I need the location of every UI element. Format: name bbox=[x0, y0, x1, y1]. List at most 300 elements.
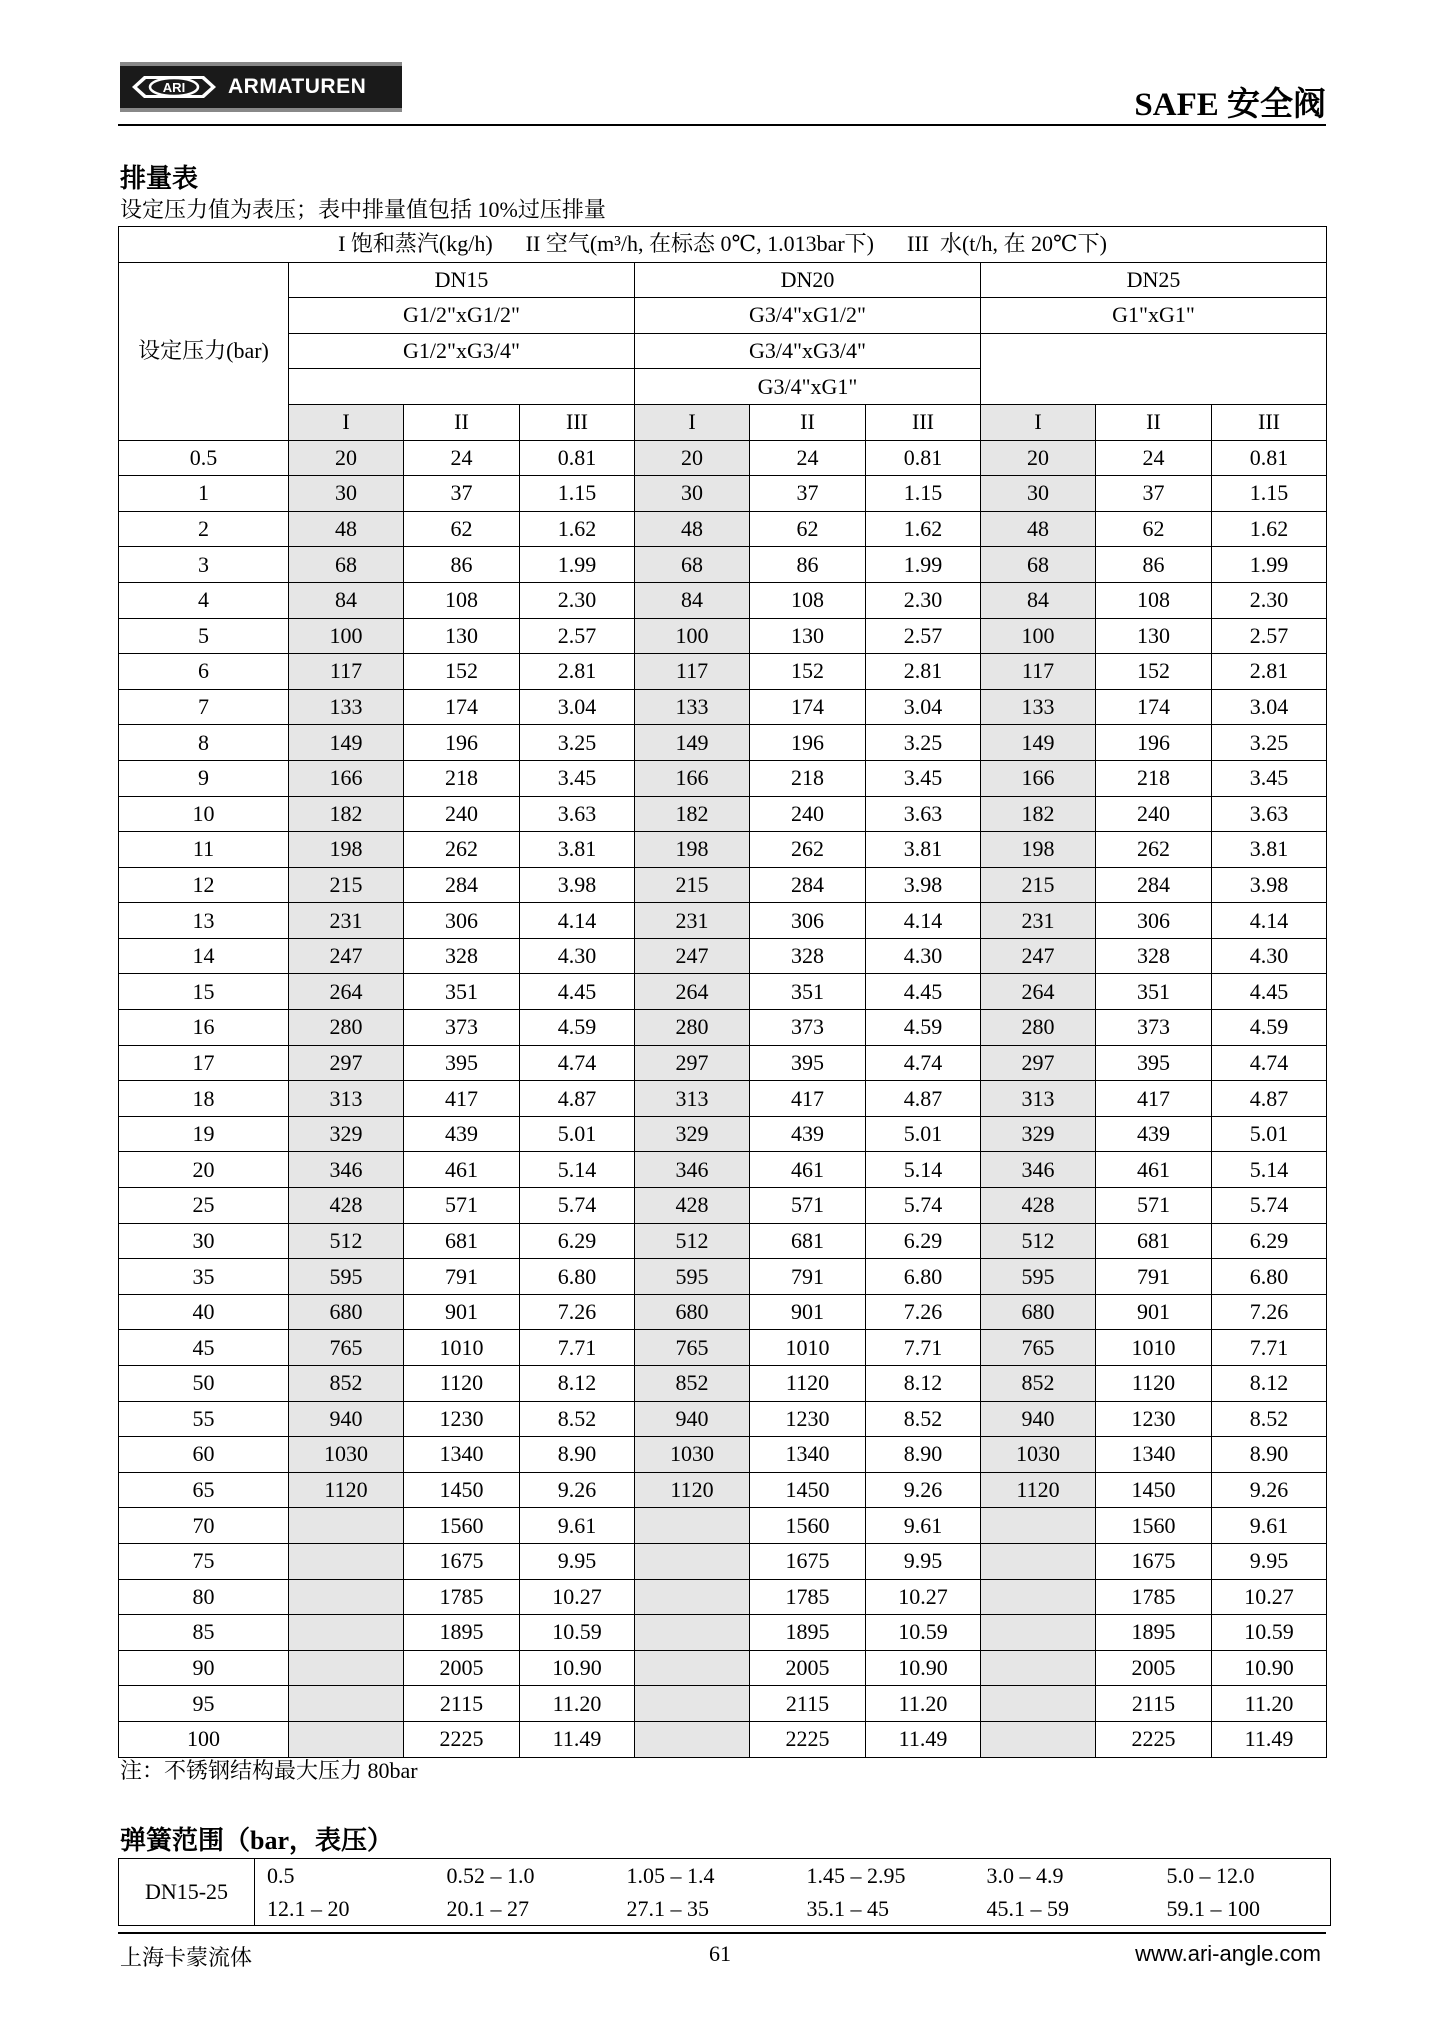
value-cell: 108 bbox=[1096, 582, 1212, 618]
value-cell: 313 bbox=[635, 1081, 750, 1117]
value-cell: 4.87 bbox=[1212, 1081, 1327, 1117]
value-cell bbox=[289, 1543, 404, 1579]
value-cell: 595 bbox=[289, 1259, 404, 1295]
value-cell: 3.45 bbox=[1212, 760, 1327, 796]
value-cell: 439 bbox=[1096, 1116, 1212, 1152]
connection-cell: G1/2"xG1/2" bbox=[289, 298, 635, 334]
table-row bbox=[119, 1330, 1327, 1366]
value-cell: 149 bbox=[635, 725, 750, 761]
value-cell: 7.71 bbox=[520, 1330, 635, 1366]
value-cell: 11.20 bbox=[866, 1686, 981, 1722]
value-cell bbox=[635, 1721, 750, 1757]
value-cell: 4.74 bbox=[866, 1045, 981, 1081]
value-cell: 8.12 bbox=[1212, 1366, 1327, 1402]
value-cell: 284 bbox=[1096, 867, 1212, 903]
value-cell: 306 bbox=[750, 903, 866, 939]
value-cell: 2225 bbox=[1096, 1721, 1212, 1757]
value-cell: 6.29 bbox=[866, 1223, 981, 1259]
value-cell: 10.27 bbox=[866, 1579, 981, 1615]
flow-capacity-table bbox=[118, 226, 1327, 1758]
value-cell: 3.04 bbox=[520, 689, 635, 725]
pressure-cell: 2 bbox=[119, 511, 289, 547]
pressure-cell: 16 bbox=[119, 1010, 289, 1046]
table-row bbox=[119, 1259, 1327, 1295]
column-label: I bbox=[981, 404, 1096, 440]
connection-cell: G3/4"xG3/4" bbox=[635, 333, 981, 369]
value-cell: 9.61 bbox=[520, 1508, 635, 1544]
value-cell: 5.01 bbox=[520, 1116, 635, 1152]
value-cell: 351 bbox=[1096, 974, 1212, 1010]
value-cell: 3.81 bbox=[520, 832, 635, 868]
value-cell: 37 bbox=[1096, 476, 1212, 512]
table-row bbox=[119, 1010, 1327, 1046]
value-cell: 1230 bbox=[1096, 1401, 1212, 1437]
pressure-cell: 17 bbox=[119, 1045, 289, 1081]
value-cell: 328 bbox=[750, 938, 866, 974]
pressure-cell: 35 bbox=[119, 1259, 289, 1295]
value-cell: 681 bbox=[404, 1223, 520, 1259]
value-cell: 395 bbox=[750, 1045, 866, 1081]
pressure-cell: 85 bbox=[119, 1615, 289, 1651]
value-cell: 1.99 bbox=[520, 547, 635, 583]
value-cell: 3.25 bbox=[520, 725, 635, 761]
connection-cell: G1"xG1" bbox=[981, 298, 1327, 334]
value-cell: 1120 bbox=[750, 1366, 866, 1402]
value-cell: 8.12 bbox=[520, 1366, 635, 1402]
value-cell: 1340 bbox=[750, 1437, 866, 1473]
value-cell: 512 bbox=[981, 1223, 1096, 1259]
pressure-cell: 100 bbox=[119, 1721, 289, 1757]
value-cell: 166 bbox=[289, 760, 404, 796]
value-cell: 1785 bbox=[1096, 1579, 1212, 1615]
value-cell: 417 bbox=[1096, 1081, 1212, 1117]
spring-range-cell: 5.0 – 12.0 bbox=[1166, 1862, 1255, 1888]
value-cell: 10.90 bbox=[1212, 1650, 1327, 1686]
value-cell: 133 bbox=[981, 689, 1096, 725]
value-cell: 373 bbox=[1096, 1010, 1212, 1046]
table-row bbox=[119, 618, 1327, 654]
column-label: II bbox=[750, 404, 866, 440]
value-cell: 62 bbox=[750, 511, 866, 547]
value-cell: 117 bbox=[635, 654, 750, 690]
value-cell: 2.81 bbox=[866, 654, 981, 690]
spring-range-title: 弹簧范围（bar，表压） bbox=[120, 1826, 394, 1855]
value-cell bbox=[635, 1686, 750, 1722]
pressure-cell: 20 bbox=[119, 1152, 289, 1188]
value-cell: 9.95 bbox=[1212, 1543, 1327, 1579]
value-cell: 264 bbox=[635, 974, 750, 1010]
ari-logo-icon bbox=[128, 72, 220, 102]
value-cell: 3.81 bbox=[1212, 832, 1327, 868]
value-cell: 7.26 bbox=[520, 1294, 635, 1330]
value-cell: 262 bbox=[404, 832, 520, 868]
value-cell: 4.14 bbox=[520, 903, 635, 939]
pressure-cell: 10 bbox=[119, 796, 289, 832]
value-cell bbox=[289, 1721, 404, 1757]
value-cell: 62 bbox=[1096, 511, 1212, 547]
value-cell: 2.81 bbox=[520, 654, 635, 690]
table-row bbox=[119, 867, 1327, 903]
value-cell: 280 bbox=[289, 1010, 404, 1046]
value-cell: 196 bbox=[1096, 725, 1212, 761]
value-cell: 62 bbox=[404, 511, 520, 547]
value-cell: 1010 bbox=[750, 1330, 866, 1366]
value-cell: 4.30 bbox=[866, 938, 981, 974]
value-cell: 2.30 bbox=[520, 582, 635, 618]
value-cell: 791 bbox=[404, 1259, 520, 1295]
value-cell: 1.62 bbox=[520, 511, 635, 547]
value-cell: 284 bbox=[404, 867, 520, 903]
value-cell: 5.01 bbox=[866, 1116, 981, 1152]
value-cell: 852 bbox=[981, 1366, 1096, 1402]
value-cell: 4.74 bbox=[1212, 1045, 1327, 1081]
value-cell: 3.25 bbox=[866, 725, 981, 761]
value-cell: 86 bbox=[750, 547, 866, 583]
value-cell: 328 bbox=[404, 938, 520, 974]
value-cell: 247 bbox=[635, 938, 750, 974]
value-cell: 247 bbox=[289, 938, 404, 974]
table-row bbox=[119, 1650, 1327, 1686]
value-cell: 4.59 bbox=[866, 1010, 981, 1046]
spring-range-cell: 45.1 – 59 bbox=[986, 1895, 1069, 1921]
value-cell: 4.45 bbox=[1212, 974, 1327, 1010]
value-cell: 130 bbox=[1096, 618, 1212, 654]
pressure-cell: 3 bbox=[119, 547, 289, 583]
pressure-cell: 45 bbox=[119, 1330, 289, 1366]
value-cell: 4.59 bbox=[520, 1010, 635, 1046]
value-cell: 1560 bbox=[404, 1508, 520, 1544]
value-cell: 174 bbox=[750, 689, 866, 725]
value-cell: 791 bbox=[1096, 1259, 1212, 1295]
value-cell: 940 bbox=[635, 1401, 750, 1437]
value-cell: 100 bbox=[635, 618, 750, 654]
value-cell: 395 bbox=[1096, 1045, 1212, 1081]
value-cell bbox=[981, 1721, 1096, 1757]
value-cell: 240 bbox=[1096, 796, 1212, 832]
value-cell: 1450 bbox=[1096, 1472, 1212, 1508]
pressure-cell: 55 bbox=[119, 1401, 289, 1437]
value-cell: 4.87 bbox=[866, 1081, 981, 1117]
value-cell: 1560 bbox=[1096, 1508, 1212, 1544]
value-cell: 940 bbox=[981, 1401, 1096, 1437]
footer-website: www.ari-angle.com bbox=[1135, 1941, 1321, 1966]
value-cell: 329 bbox=[981, 1116, 1096, 1152]
value-cell: 4.59 bbox=[1212, 1010, 1327, 1046]
column-label: II bbox=[1096, 404, 1212, 440]
pressure-cell: 80 bbox=[119, 1579, 289, 1615]
value-cell: 313 bbox=[289, 1081, 404, 1117]
value-cell: 1895 bbox=[1096, 1615, 1212, 1651]
value-cell: 7.26 bbox=[866, 1294, 981, 1330]
value-cell: 174 bbox=[1096, 689, 1212, 725]
value-cell: 8.90 bbox=[866, 1437, 981, 1473]
value-cell: 512 bbox=[635, 1223, 750, 1259]
value-cell: 5.01 bbox=[1212, 1116, 1327, 1152]
spring-range-cell: 1.05 – 1.4 bbox=[626, 1862, 715, 1888]
value-cell: 133 bbox=[635, 689, 750, 725]
column-label: III bbox=[520, 404, 635, 440]
table-row bbox=[119, 582, 1327, 618]
value-cell: 247 bbox=[981, 938, 1096, 974]
footer-company: 上海卡蒙流体 bbox=[120, 1945, 253, 1970]
pressure-cell: 15 bbox=[119, 974, 289, 1010]
value-cell: 8.52 bbox=[520, 1401, 635, 1437]
pressure-cell: 30 bbox=[119, 1223, 289, 1259]
value-cell bbox=[635, 1615, 750, 1651]
value-cell: 264 bbox=[289, 974, 404, 1010]
value-cell: 1340 bbox=[1096, 1437, 1212, 1473]
value-cell: 3.98 bbox=[1212, 867, 1327, 903]
value-cell bbox=[635, 1543, 750, 1579]
value-cell: 84 bbox=[289, 582, 404, 618]
value-cell: 1785 bbox=[404, 1579, 520, 1615]
value-cell: 351 bbox=[750, 974, 866, 1010]
value-cell bbox=[289, 1615, 404, 1651]
value-cell: 48 bbox=[289, 511, 404, 547]
value-cell: 1230 bbox=[750, 1401, 866, 1437]
value-cell: 1340 bbox=[404, 1437, 520, 1473]
value-cell: 264 bbox=[981, 974, 1096, 1010]
value-cell: 11.49 bbox=[866, 1721, 981, 1757]
table-row bbox=[119, 689, 1327, 725]
value-cell: 2225 bbox=[750, 1721, 866, 1757]
value-cell: 1675 bbox=[404, 1543, 520, 1579]
value-cell: 182 bbox=[635, 796, 750, 832]
value-cell: 5.74 bbox=[1212, 1188, 1327, 1224]
spring-range-table bbox=[118, 1858, 1331, 1926]
value-cell: 1.62 bbox=[866, 511, 981, 547]
pressure-cell: 50 bbox=[119, 1366, 289, 1402]
value-cell: 4.87 bbox=[520, 1081, 635, 1117]
value-cell: 11.49 bbox=[520, 1721, 635, 1757]
connection-cell bbox=[289, 369, 635, 405]
pressure-cell: 60 bbox=[119, 1437, 289, 1473]
value-cell bbox=[981, 1615, 1096, 1651]
value-cell: 329 bbox=[289, 1116, 404, 1152]
connection-cell: G3/4"xG1/2" bbox=[635, 298, 981, 334]
value-cell: 1010 bbox=[1096, 1330, 1212, 1366]
value-cell: 182 bbox=[289, 796, 404, 832]
value-cell: 571 bbox=[750, 1188, 866, 1224]
flow-table-subtitle: 设定压力值为表压；表中排量值包括 10%过压排量 bbox=[120, 197, 606, 222]
value-cell: 10.90 bbox=[866, 1650, 981, 1686]
value-cell: 48 bbox=[635, 511, 750, 547]
value-cell: 198 bbox=[635, 832, 750, 868]
value-cell: 20 bbox=[289, 440, 404, 476]
value-cell: 3.98 bbox=[866, 867, 981, 903]
value-cell: 328 bbox=[1096, 938, 1212, 974]
value-cell bbox=[981, 1508, 1096, 1544]
table-row bbox=[119, 547, 1327, 583]
value-cell: 7.26 bbox=[1212, 1294, 1327, 1330]
table-row bbox=[119, 1366, 1327, 1402]
value-cell: 108 bbox=[404, 582, 520, 618]
value-cell: 3.04 bbox=[866, 689, 981, 725]
value-cell: 262 bbox=[750, 832, 866, 868]
value-cell bbox=[981, 1686, 1096, 1722]
value-cell: 68 bbox=[981, 547, 1096, 583]
value-cell: 1.99 bbox=[866, 547, 981, 583]
value-cell: 2.30 bbox=[1212, 582, 1327, 618]
size-dn20: DN20 bbox=[635, 262, 981, 298]
value-cell: 37 bbox=[750, 476, 866, 512]
value-cell: 2.57 bbox=[866, 618, 981, 654]
pressure-cell: 25 bbox=[119, 1188, 289, 1224]
value-cell: 5.14 bbox=[866, 1152, 981, 1188]
logo-mark-text: ARI bbox=[162, 80, 186, 95]
value-cell: 11.49 bbox=[1212, 1721, 1327, 1757]
value-cell: 428 bbox=[635, 1188, 750, 1224]
value-cell: 3.63 bbox=[866, 796, 981, 832]
value-cell: 1.15 bbox=[520, 476, 635, 512]
pressure-cell: 0.5 bbox=[119, 440, 289, 476]
value-cell: 681 bbox=[1096, 1223, 1212, 1259]
value-cell: 395 bbox=[404, 1045, 520, 1081]
value-cell: 940 bbox=[289, 1401, 404, 1437]
value-cell: 2115 bbox=[404, 1686, 520, 1722]
value-cell: 2.81 bbox=[1212, 654, 1327, 690]
value-cell: 1120 bbox=[981, 1472, 1096, 1508]
value-cell: 8.90 bbox=[1212, 1437, 1327, 1473]
value-cell: 417 bbox=[404, 1081, 520, 1117]
value-cell: 231 bbox=[289, 903, 404, 939]
value-cell: 6.29 bbox=[1212, 1223, 1327, 1259]
table-row bbox=[119, 1579, 1327, 1615]
value-cell: 765 bbox=[289, 1330, 404, 1366]
pressure-cell: 11 bbox=[119, 832, 289, 868]
table-row bbox=[119, 725, 1327, 761]
value-cell: 1120 bbox=[289, 1472, 404, 1508]
column-label: I bbox=[289, 404, 404, 440]
value-cell: 5.14 bbox=[520, 1152, 635, 1188]
pressure-cell: 7 bbox=[119, 689, 289, 725]
table-row bbox=[119, 1686, 1327, 1722]
value-cell: 4.14 bbox=[866, 903, 981, 939]
value-cell: 680 bbox=[981, 1294, 1096, 1330]
value-cell: 428 bbox=[981, 1188, 1096, 1224]
table-row bbox=[119, 1721, 1327, 1757]
value-cell: 11.20 bbox=[520, 1686, 635, 1722]
value-cell: 9.95 bbox=[520, 1543, 635, 1579]
value-cell: 1450 bbox=[404, 1472, 520, 1508]
value-cell: 461 bbox=[1096, 1152, 1212, 1188]
value-cell: 8.90 bbox=[520, 1437, 635, 1473]
value-cell: 681 bbox=[750, 1223, 866, 1259]
size-dn25: DN25 bbox=[981, 262, 1327, 298]
value-cell: 901 bbox=[404, 1294, 520, 1330]
table-row bbox=[119, 1615, 1327, 1651]
table-row bbox=[119, 476, 1327, 512]
table-row bbox=[119, 1508, 1327, 1544]
value-cell: 3.45 bbox=[520, 760, 635, 796]
value-cell: 417 bbox=[750, 1081, 866, 1117]
value-cell: 240 bbox=[404, 796, 520, 832]
value-cell: 765 bbox=[981, 1330, 1096, 1366]
value-cell: 130 bbox=[404, 618, 520, 654]
value-cell: 10.27 bbox=[520, 1579, 635, 1615]
value-cell: 30 bbox=[289, 476, 404, 512]
value-cell: 1.15 bbox=[866, 476, 981, 512]
connection-cell bbox=[981, 333, 1327, 404]
value-cell: 4.74 bbox=[520, 1045, 635, 1081]
value-cell: 765 bbox=[635, 1330, 750, 1366]
value-cell: 117 bbox=[289, 654, 404, 690]
value-cell: 1675 bbox=[750, 1543, 866, 1579]
pressure-cell: 65 bbox=[119, 1472, 289, 1508]
column-label: III bbox=[866, 404, 981, 440]
table-row bbox=[119, 1152, 1327, 1188]
value-cell: 1120 bbox=[404, 1366, 520, 1402]
value-cell bbox=[289, 1579, 404, 1615]
value-cell: 218 bbox=[404, 760, 520, 796]
value-cell: 84 bbox=[981, 582, 1096, 618]
pressure-cell: 70 bbox=[119, 1508, 289, 1544]
value-cell: 4.30 bbox=[1212, 938, 1327, 974]
value-cell: 7.71 bbox=[1212, 1330, 1327, 1366]
value-cell: 24 bbox=[404, 440, 520, 476]
value-cell: 5.74 bbox=[866, 1188, 981, 1224]
value-cell: 512 bbox=[289, 1223, 404, 1259]
value-cell: 215 bbox=[289, 867, 404, 903]
logo-text: ARMATUREN bbox=[228, 75, 367, 98]
pressure-cell: 1 bbox=[119, 476, 289, 512]
value-cell: 2.30 bbox=[866, 582, 981, 618]
value-cell: 10.59 bbox=[1212, 1615, 1327, 1651]
value-cell: 0.81 bbox=[520, 440, 635, 476]
value-cell: 3.25 bbox=[1212, 725, 1327, 761]
value-cell: 100 bbox=[289, 618, 404, 654]
value-cell: 6.29 bbox=[520, 1223, 635, 1259]
value-cell: 196 bbox=[750, 725, 866, 761]
table-row bbox=[119, 832, 1327, 868]
value-cell: 1010 bbox=[404, 1330, 520, 1366]
header-rule bbox=[118, 124, 1326, 126]
value-cell: 84 bbox=[635, 582, 750, 618]
value-cell: 86 bbox=[404, 547, 520, 583]
value-cell: 1895 bbox=[750, 1615, 866, 1651]
value-cell bbox=[289, 1650, 404, 1686]
pressure-cell: 8 bbox=[119, 725, 289, 761]
value-cell: 3.63 bbox=[1212, 796, 1327, 832]
pressure-cell: 13 bbox=[119, 903, 289, 939]
value-cell: 117 bbox=[981, 654, 1096, 690]
value-cell: 428 bbox=[289, 1188, 404, 1224]
value-cell: 571 bbox=[404, 1188, 520, 1224]
value-cell: 9.26 bbox=[866, 1472, 981, 1508]
value-cell: 346 bbox=[981, 1152, 1096, 1188]
value-cell: 1030 bbox=[289, 1437, 404, 1473]
spring-range-cell: 59.1 – 100 bbox=[1166, 1895, 1260, 1921]
table-row bbox=[119, 1081, 1327, 1117]
value-cell bbox=[635, 1650, 750, 1686]
page-number: 61 bbox=[709, 1941, 731, 1966]
value-cell bbox=[289, 1508, 404, 1544]
value-cell: 306 bbox=[404, 903, 520, 939]
pressure-cell: 5 bbox=[119, 618, 289, 654]
table-row bbox=[119, 511, 1327, 547]
value-cell: 9.26 bbox=[520, 1472, 635, 1508]
table-row bbox=[119, 1188, 1327, 1224]
value-cell: 20 bbox=[635, 440, 750, 476]
column-label: II bbox=[404, 404, 520, 440]
value-cell: 218 bbox=[1096, 760, 1212, 796]
connection-cell: G3/4"xG1" bbox=[635, 369, 981, 405]
table-row bbox=[119, 760, 1327, 796]
value-cell: 9.95 bbox=[866, 1543, 981, 1579]
value-cell: 1560 bbox=[750, 1508, 866, 1544]
value-cell: 2115 bbox=[1096, 1686, 1212, 1722]
value-cell: 5.14 bbox=[1212, 1152, 1327, 1188]
